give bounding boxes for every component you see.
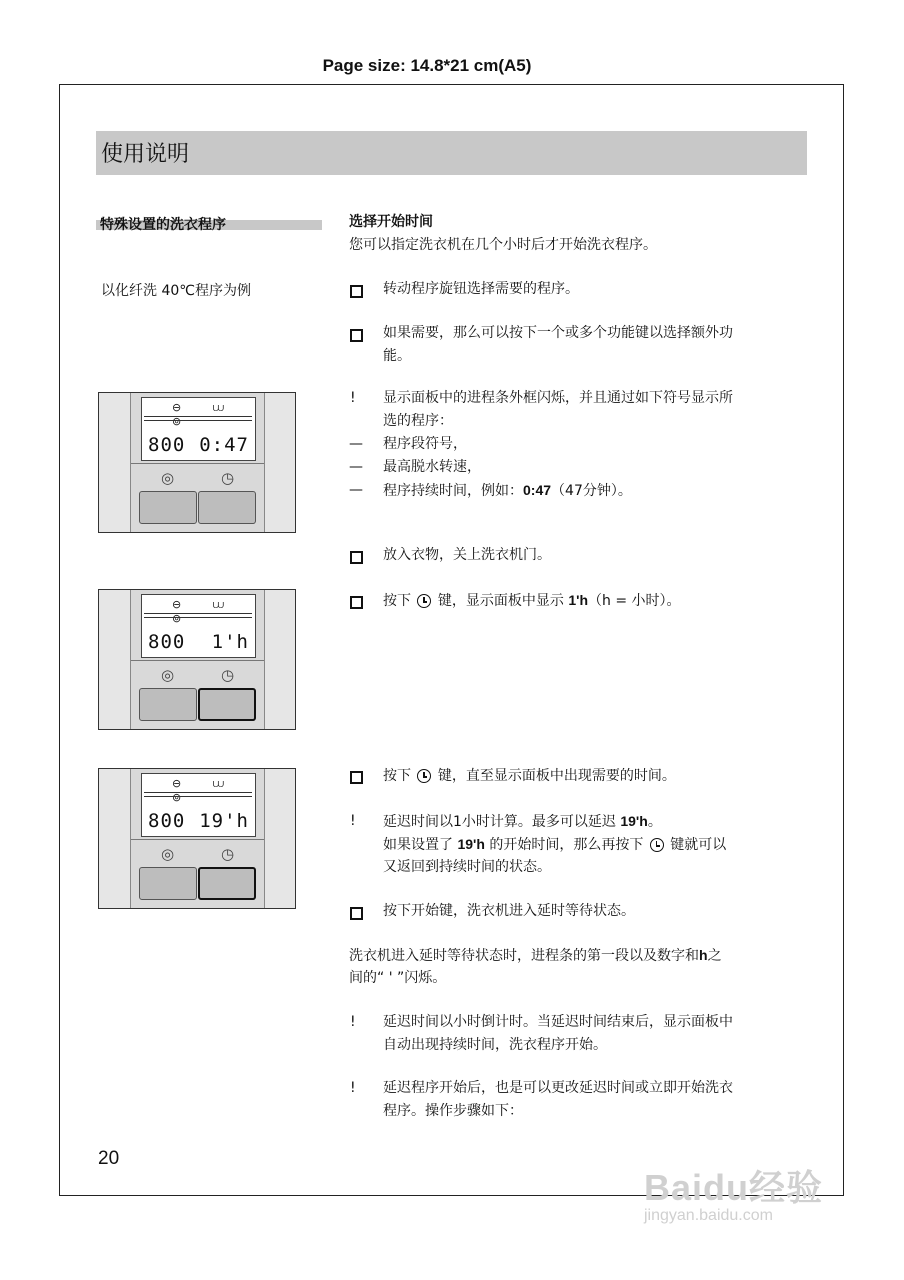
step-1: 转动程序旋钮选择需要的程序。 <box>383 281 579 297</box>
program-symbols: ⊖ ⩊ ⊚ <box>172 777 238 804</box>
note-4-line-1: 延迟程序开始后，也是可以更改延迟时间或立即开始洗衣 <box>383 1080 733 1096</box>
clock-icon: ◷ <box>221 666 235 684</box>
checkbox-icon <box>350 329 363 342</box>
delay-paragraph-line-1: 洗衣机进入延时等待状态时，进程条的第一段以及数字和h之 <box>349 947 722 964</box>
checkbox-icon <box>350 596 363 609</box>
section-title-bar <box>96 131 807 175</box>
watermark <box>644 1160 844 1225</box>
exclaim-marker: ! <box>350 813 356 829</box>
spin-speed-readout: 800 <box>148 631 186 653</box>
step-6: 按下开始键，洗衣机进入延时等待状态。 <box>383 903 635 919</box>
checkbox-icon <box>350 551 363 564</box>
display-panel-1 <box>98 392 296 533</box>
spin-button[interactable] <box>139 491 197 524</box>
step-3: 放入衣物，关上洗衣机门。 <box>383 547 551 563</box>
delay-start-button[interactable] <box>198 867 256 900</box>
lcd-display <box>141 397 256 461</box>
left-heading <box>96 214 322 233</box>
step-2-line-1: 如果需要，那么可以按下一个或多个功能键以选择额外功 <box>383 325 733 341</box>
clock-icon: ◷ <box>221 469 235 487</box>
time-readout: 1'h <box>211 631 249 653</box>
page-number: 20 <box>98 1148 120 1169</box>
delay-paragraph-line-2: 间的“ ' ”闪烁。 <box>349 970 447 986</box>
dash-item-2: 最高脱水转速， <box>383 459 481 475</box>
spin-icon: ◎ <box>161 666 175 684</box>
spin-speed-readout: 800 <box>148 434 186 456</box>
progress-bar <box>144 613 252 618</box>
example-label: 以化纤洗 40℃程序为例 <box>101 283 251 299</box>
time-readout: 0:47 <box>199 434 249 456</box>
step-5: 按下 键，直至显示面板中出现需要的时间。 <box>383 768 676 784</box>
note-2-line-3: 又返回到持续时间的状态。 <box>383 859 551 875</box>
time-readout: 19'h <box>199 810 249 832</box>
progress-bar <box>144 416 252 421</box>
section-title: 使用说明 <box>101 142 190 167</box>
note-1-line-1: 显示面板中的进程条外框闪烁，并且通过如下符号显示所 <box>383 390 733 406</box>
program-symbols: ⊖ ⩊ ⊚ <box>172 401 238 428</box>
note-2-line-1: 延迟时间以1小时计算。最多可以延迟 19'h。 <box>383 813 662 830</box>
note-3-line-1: 延迟时间以小时倒计时。当延迟时间结束后，显示面板中 <box>383 1014 733 1030</box>
note-3-line-2: 自动出现持续时间，洗衣程序开始。 <box>383 1037 607 1053</box>
step-2-line-2: 能。 <box>383 348 411 364</box>
clock-icon <box>417 769 431 783</box>
left-heading-text: 特殊设置的洗衣程序 <box>100 217 226 233</box>
dash-marker: — <box>349 436 363 452</box>
lcd-display <box>141 594 256 658</box>
right-heading: 选择开始时间 <box>349 214 433 230</box>
checkbox-icon <box>350 285 363 298</box>
checkbox-icon <box>350 771 363 784</box>
exclaim-marker: ! <box>350 390 356 406</box>
watermark-url: jingyan.baidu.com <box>644 1207 773 1224</box>
checkbox-icon <box>350 907 363 920</box>
page-size-label: Page size: 14.8*21 cm(A5) <box>322 56 532 75</box>
dash-item-1: 程序段符号， <box>383 436 467 452</box>
delay-start-button[interactable] <box>198 491 256 524</box>
note-4-line-2: 程序。操作步骤如下： <box>383 1103 523 1119</box>
step-4: 按下 键，显示面板中显示 1'h（h = 小时）。 <box>383 592 681 609</box>
clock-icon: ◷ <box>221 845 235 863</box>
clock-icon <box>650 838 664 852</box>
intro-text: 您可以指定洗衣机在几个小时后才开始洗衣程序。 <box>349 237 657 253</box>
note-1-line-2: 选的程序： <box>383 413 453 429</box>
program-symbols: ⊖ ⩊ ⊚ <box>172 598 238 625</box>
delay-start-button[interactable] <box>198 688 256 721</box>
exclaim-marker: ! <box>350 1014 356 1030</box>
dash-marker: — <box>349 482 363 498</box>
clock-icon <box>417 594 431 608</box>
watermark-brand: Baidu经验 <box>644 1167 824 1208</box>
lcd-display <box>141 773 256 837</box>
spin-icon: ◎ <box>161 845 175 863</box>
exclaim-marker: ! <box>350 1080 356 1096</box>
spin-icon: ◎ <box>161 469 175 487</box>
spin-speed-readout: 800 <box>148 810 186 832</box>
display-panel-3 <box>98 768 296 909</box>
note-2-line-2: 如果设置了 19'h 的开始时间，那么再按下 键就可以 <box>383 836 727 853</box>
spin-button[interactable] <box>139 867 197 900</box>
display-panel-2 <box>98 589 296 730</box>
spin-button[interactable] <box>139 688 197 721</box>
dash-marker: — <box>349 459 363 475</box>
progress-bar <box>144 792 252 797</box>
dash-item-3: 程序持续时间，例如：0:47（47分钟）。 <box>383 482 632 499</box>
